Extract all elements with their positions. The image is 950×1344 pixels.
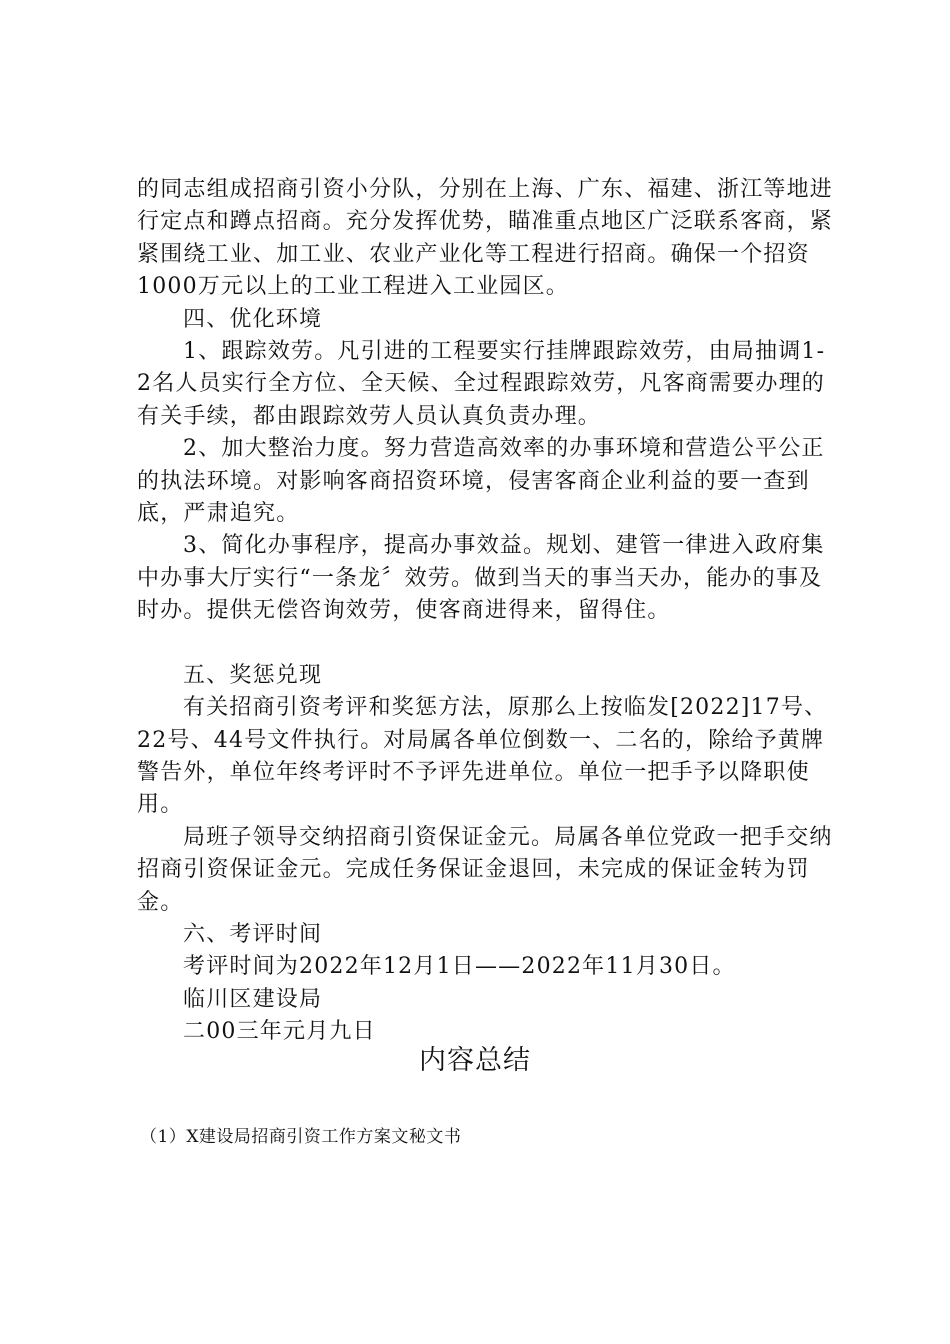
section-heading-rewards: 五、奖惩兑现 [183, 662, 323, 688]
summary-item: （1）X建设局招商引资工作方案文秘文书 [140, 1127, 462, 1147]
paragraph-simplify-procedure: 3、简化办事程序，提高办事效益。规划、建管一律进入政府集中办事大厅实行“一条龙〞效劳。做到当天的事当天办，能办的事及时办。提供无偿咨询效劳，使客商进得来，留得住。 [137, 533, 825, 624]
section-heading-optimize-environment: 四、优化环境 [183, 306, 323, 332]
paragraph-rectification: 2、加大整治力度。努力营造高效率的办事环境和营造公平公正的执法环境。对影响客商招资环境，侵害客商企业利益的要一查到底，严肃追究。 [137, 436, 825, 527]
summary-title: 内容总结 [419, 1045, 531, 1076]
paragraph-tracking-service: 1、跟踪效劳。凡引进的工程要实行挂牌跟踪效劳，由局抽调1-2名人员实行全方位、全天候、全过程跟踪效劳，凡客商需要办理的有关手续，都由跟踪效劳人员认真负责办理。 [137, 339, 826, 429]
issuer-name: 临川区建设局 [183, 986, 323, 1012]
paragraph-spacer [137, 628, 837, 660]
paragraph-evaluation-period: 考评时间为2022年12月1日——2022年11月30日。 [183, 954, 736, 980]
paragraph-deposit: 局班子领导交纳招商引资保证金元。局属各单位党政一把手交纳招商引资保证金元。完成任务保证金退回，未完成的保证金转为罚金。 [137, 824, 833, 915]
paragraph-continuation: 的同志组成招商引资小分队，分别在上海、广东、福建、浙江等地进行定点和蹲点招商。充分发挥优势，瞄准重点地区广泛联系客商，紧紧围绕工业、加工业、农业产业化等工程进行招商。确保一个招资1000万元以上的工业工程进入工业园区。 [137, 177, 834, 300]
paragraph-evaluation-methods: 有关招商引资考评和奖惩方法，原那么上按临发[2022]17号、22号、44号文件执行。对局属各单位倒数一、二名的，除给予黄牌警告外，单位年终考评时不予评先进单位。单位一把手予以降职使用。 [137, 695, 828, 818]
section-heading-evaluation-time: 六、考评时间 [183, 921, 323, 947]
document-body [137, 174, 837, 1049]
issue-date: 二00三年元月九日 [183, 1019, 376, 1045]
